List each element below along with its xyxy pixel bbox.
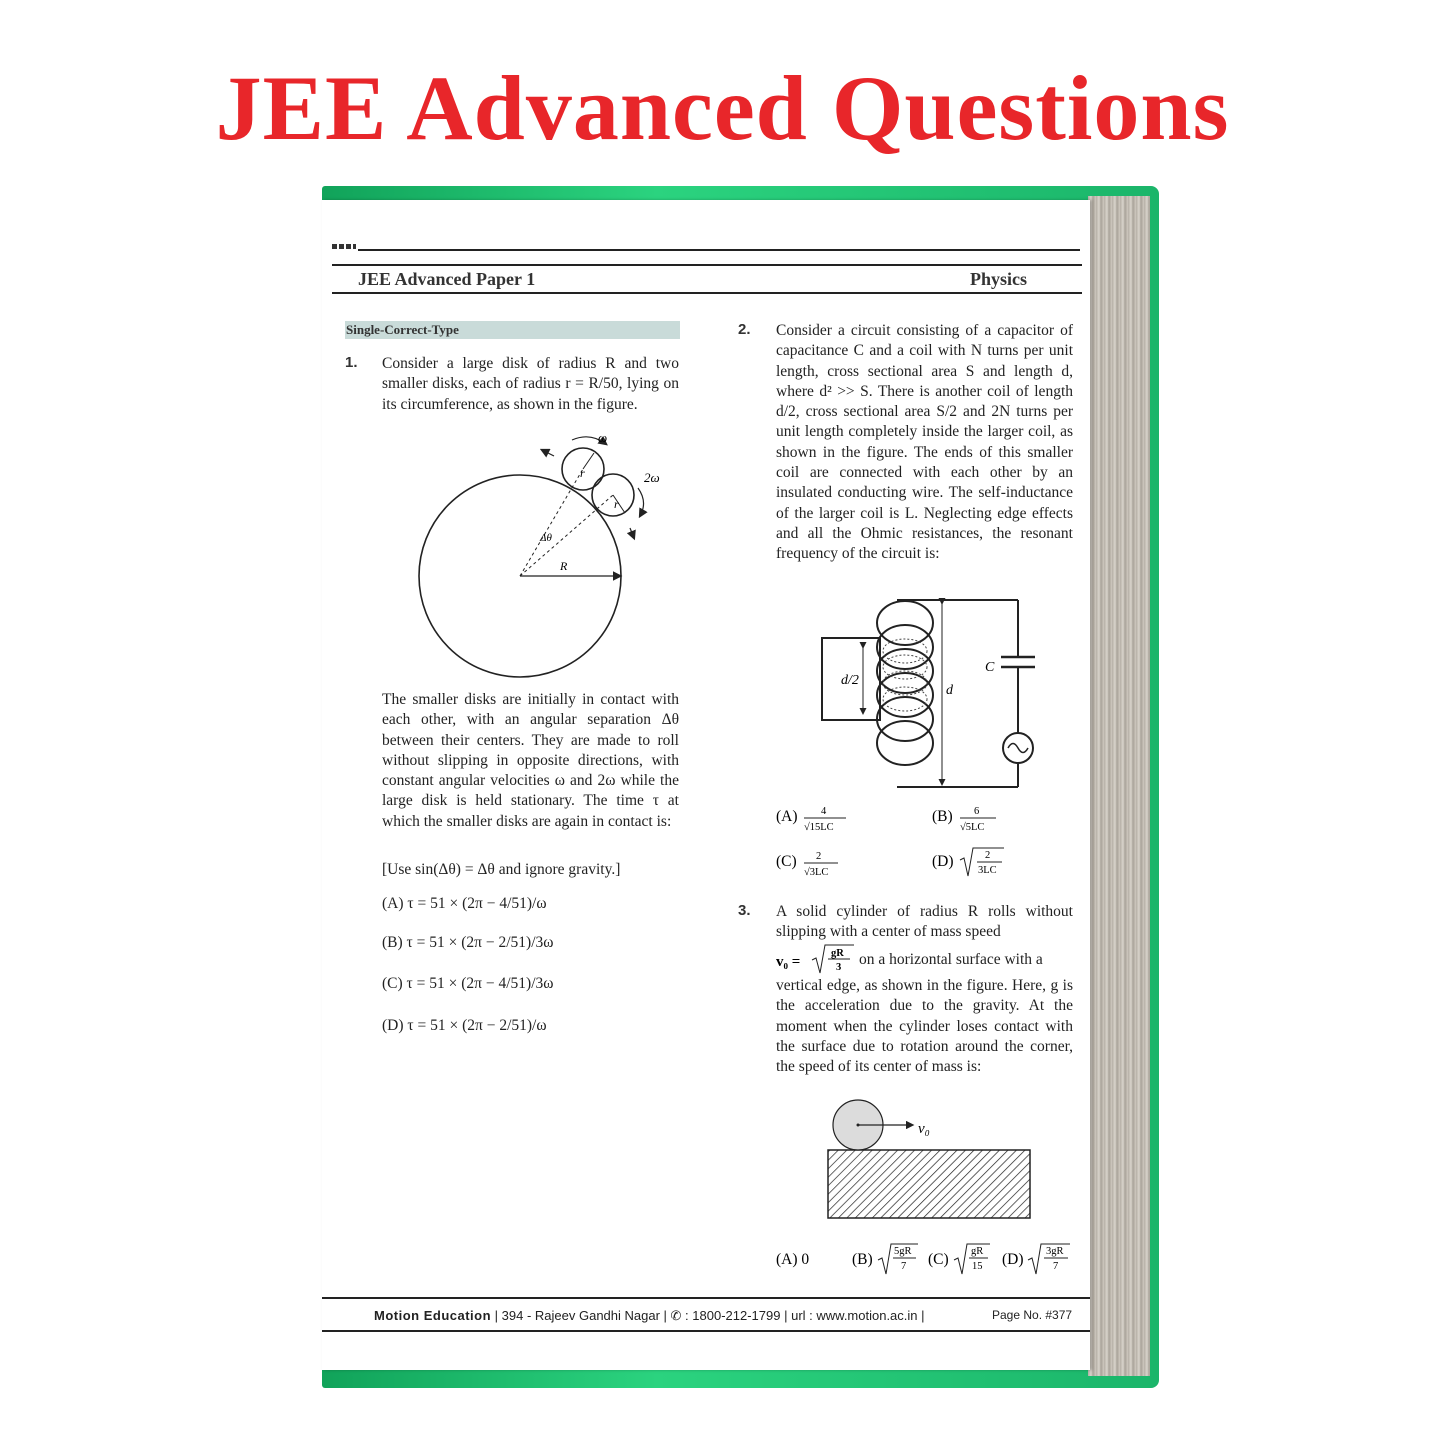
footer-address: | 394 - Rajeev Gandhi Nagar | bbox=[494, 1308, 667, 1323]
q1-option-c[interactable]: (C) τ = 51 × (2π − 4/51)/3ω bbox=[382, 975, 554, 992]
omega-label: ω bbox=[598, 430, 608, 445]
q3-option-c[interactable] bbox=[928, 1244, 990, 1274]
section-tag: Single-Correct-Type bbox=[345, 321, 680, 339]
paper-title: JEE Advanced Paper 1 bbox=[358, 269, 536, 289]
d-label: d bbox=[946, 683, 953, 698]
svg-text:4: 4 bbox=[821, 806, 827, 817]
svg-text:6: 6 bbox=[974, 806, 980, 817]
svg-text:(B): (B) bbox=[932, 808, 953, 825]
book-page bbox=[322, 200, 1090, 1370]
footer-rule-bottom bbox=[322, 1330, 1090, 1332]
q2-figure bbox=[817, 595, 1037, 790]
q3-option-a[interactable] bbox=[776, 1251, 809, 1268]
q3-text-c: vertical edge, as shown in the figure. Here, g is the acceleration due to the gravity. At the moment when the cylinder loses contact with the surface due to rotation around the corner, the speed of its center of mass is: bbox=[776, 977, 1073, 1076]
q1-option-d[interactable]: (D) τ = 51 × (2π − 2/51)/ω bbox=[382, 1017, 547, 1034]
q3-number: 3. bbox=[738, 902, 751, 919]
footer-brand: Motion Education bbox=[374, 1308, 492, 1323]
q3-option-b[interactable] bbox=[852, 1244, 918, 1274]
q3-figure bbox=[822, 1098, 1042, 1223]
v0-label: v₀ bbox=[918, 1121, 930, 1137]
q3-option-d[interactable] bbox=[1002, 1244, 1070, 1274]
q1-number: 1. bbox=[345, 354, 358, 371]
q1-option-b[interactable]: (B) τ = 51 × (2π − 2/51)/3ω bbox=[382, 934, 554, 951]
ground-block bbox=[828, 1150, 1030, 1218]
q1-option-a[interactable]: (A) τ = 51 × (2π − 4/51)/ω bbox=[382, 895, 547, 912]
subject-title: Physics bbox=[970, 269, 1028, 289]
q2-option-c[interactable] bbox=[776, 851, 838, 878]
footer-phone: ✆ : 1800-212-1799 bbox=[670, 1308, 781, 1323]
svg-text:√3LC: √3LC bbox=[804, 867, 829, 878]
q2-text: Consider a circuit consisting of a capacitor of capacitance C and a coil with N turns per unit length, cross sectional area S and length d, where d² >> S. There is another coil of length d/2, cross sectional area S/2 and 2N turns per unit length completely inside the larger coil, as shown in the figure. The ends of this smaller coil are connected with each other by an insulated conducting wire. The self-inductance of the larger coil is L. Neglecting edge effects and all the Ohmic resistances, the resonant frequency of the circuit is: bbox=[776, 322, 1073, 563]
page-banner-title: JEE Advanced Questions bbox=[215, 57, 1230, 159]
q1-text: Consider a large disk of radius R and two smaller disks, each of radius r = R/50, lying on its circumference, as shown in the figure. bbox=[382, 355, 679, 413]
svg-text:2: 2 bbox=[816, 851, 822, 862]
q2-option-d[interactable] bbox=[932, 848, 1004, 876]
q3-v0-expression bbox=[774, 940, 864, 976]
C-label: C bbox=[985, 660, 995, 675]
header-marker bbox=[332, 244, 356, 249]
svg-text:(D): (D) bbox=[932, 853, 954, 870]
svg-text:15: 15 bbox=[972, 1261, 983, 1272]
svg-text:2: 2 bbox=[985, 850, 991, 861]
half-d-label: d/2 bbox=[841, 673, 859, 688]
footer-rule-top bbox=[322, 1297, 1090, 1299]
svg-text:gR: gR bbox=[831, 948, 844, 959]
svg-text:(A) 0: (A) 0 bbox=[776, 1251, 810, 1268]
svg-text:v₀ =: v₀ = bbox=[776, 954, 801, 970]
svg-text:7: 7 bbox=[901, 1261, 907, 1272]
q1-hint: [Use sin(Δθ) = Δθ and ignore gravity.] bbox=[382, 861, 621, 878]
header-rule-bottom bbox=[332, 292, 1082, 294]
book-page-edges bbox=[1088, 196, 1150, 1376]
page-number: Page No. #377 bbox=[992, 1308, 1073, 1322]
R-label: R bbox=[560, 559, 568, 573]
q3-text-a: A solid cylinder of radius R rolls without slipping with a center of mass speed bbox=[776, 903, 1073, 941]
footer-line bbox=[374, 1308, 925, 1324]
q1-text-2: The smaller disks are initially in contact with each other, with an angular separation Δθ between their centers. They are made to roll without slipping in opposite directions, with constant angular velocities ω and 2ω while the large disk is held stationary. The time τ at which the smaller disks are again in contact is: bbox=[382, 691, 679, 830]
svg-text:√5LC: √5LC bbox=[960, 822, 985, 833]
r-label-1: r bbox=[580, 466, 585, 480]
q2-number: 2. bbox=[738, 321, 751, 338]
svg-text:3LC: 3LC bbox=[978, 865, 997, 876]
svg-text:(C): (C) bbox=[928, 1251, 949, 1268]
q3-text-b: on a horizontal surface with a bbox=[859, 951, 1043, 968]
dtheta-label: Δθ bbox=[540, 532, 552, 544]
svg-text:3: 3 bbox=[836, 962, 842, 973]
footer-url: | url : www.motion.ac.in | bbox=[784, 1308, 925, 1323]
svg-text:(C): (C) bbox=[776, 853, 797, 870]
svg-text:gR: gR bbox=[971, 1246, 984, 1257]
svg-text:3gR: 3gR bbox=[1046, 1246, 1064, 1257]
svg-text:(A): (A) bbox=[776, 808, 798, 825]
svg-text:(B): (B) bbox=[852, 1251, 873, 1268]
svg-text:7: 7 bbox=[1053, 1261, 1059, 1272]
svg-text:√15LC: √15LC bbox=[804, 822, 834, 833]
header-rule-top bbox=[358, 249, 1080, 251]
svg-text:5gR: 5gR bbox=[894, 1246, 912, 1257]
q2-options bbox=[774, 800, 1094, 885]
q2-option-b[interactable] bbox=[932, 806, 996, 833]
q3-options bbox=[774, 1238, 1084, 1278]
q1-figure bbox=[394, 420, 694, 685]
two-omega-label: 2ω bbox=[644, 470, 660, 485]
svg-text:(D): (D) bbox=[1002, 1251, 1024, 1268]
header-rule-mid bbox=[332, 264, 1082, 266]
r-label-2: r bbox=[614, 497, 619, 511]
q2-option-a[interactable] bbox=[776, 806, 846, 833]
